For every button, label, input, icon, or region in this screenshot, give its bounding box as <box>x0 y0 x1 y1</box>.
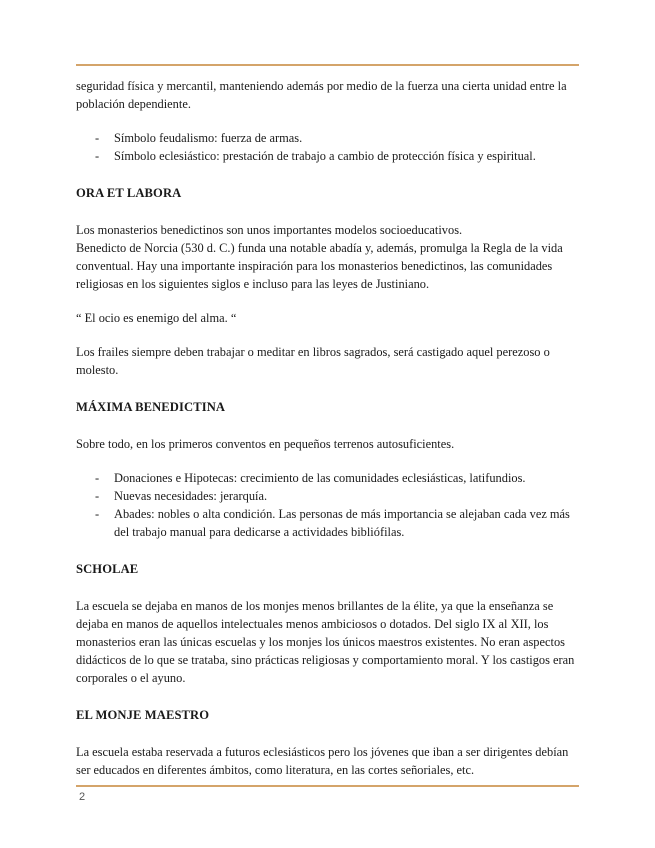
list-item-text: Donaciones e Hipotecas: crecimiento de las comunidades eclesiásticas, latifundios. <box>114 471 526 485</box>
document-body <box>76 77 579 779</box>
ora-quote: “ El ocio es enemigo del alma. “ <box>76 311 237 325</box>
heading-maxima-benedictina: MÁXIMA BENEDICTINA <box>76 400 226 414</box>
ora-para-1b: Benedicto de Norcia (530 d. C.) funda una notable abadía y, además, promulga la Regla de la vida conventual. Hay una importante inspiración para los monasterios benedictinos, las comunidades religiosas en los siguientes siglos e incluso para las leyes de Justiniano. <box>76 241 563 291</box>
list-item <box>76 487 579 505</box>
bullet-dash: - <box>95 131 100 145</box>
bullet-dash: - <box>95 149 100 163</box>
bullet-dash: - <box>95 471 100 485</box>
list-item <box>76 469 579 487</box>
bullet-dash: - <box>95 489 100 503</box>
intro-bullet-list <box>76 129 579 165</box>
intro-continuation: seguridad física y mercantil, manteniendo además por medio de la fuerza una cierta unidad entre la población dependiente. <box>76 79 567 111</box>
page-number: 2 <box>79 791 86 803</box>
maxima-bullet-list <box>76 469 579 541</box>
heading-scholae: SCHOLAE <box>76 562 139 576</box>
header-rule <box>76 64 579 66</box>
list-item-text: Símbolo eclesiástico: prestación de trabajo a cambio de protección física y espiritual. <box>114 149 536 163</box>
ora-para-2: Los frailes siempre deben trabajar o meditar en libros sagrados, será castigado aquel perezoso o molesto. <box>76 345 550 377</box>
monje-para: La escuela estaba reservada a futuros eclesiásticos pero los jóvenes que iban a ser dirigentes debían ser educados en diferentes ámbitos, como literatura, en las cortes señoriales, etc. <box>76 745 569 777</box>
list-item-text: Abades: nobles o alta condición. Las personas de más importancia se alejaban cada vez más del trabajo manual para dedicarse a actividades bibliófilas. <box>114 507 570 539</box>
ora-para-1a: Los monasterios benedictinos son unos importantes modelos socioeducativos. <box>76 223 463 237</box>
footer-rule <box>76 785 579 787</box>
heading-monje-maestro: EL MONJE MAESTRO <box>76 708 210 722</box>
list-item-text: Nuevas necesidades: jerarquía. <box>114 489 268 503</box>
list-item <box>76 505 579 541</box>
list-item-text: Símbolo feudalismo: fuerza de armas. <box>114 131 303 145</box>
bullet-dash: - <box>95 507 100 521</box>
maxima-para: Sobre todo, en los primeros conventos en pequeños terrenos autosuficientes. <box>76 437 455 451</box>
heading-ora-et-labora: ORA ET LABORA <box>76 186 182 200</box>
scholae-para: La escuela se dejaba en manos de los monjes menos brillantes de la élite, ya que la enseñanza se dejaba en manos de aquellos intelectuales menos ambiciosos o dotados. Del siglo IX al XII, los monasterios eran las únicas escuelas y los monjes los únicos maestros existentes. No eran aspectos didácticos de lo que se trataba, sino prácticas religiosas y comportamiento moral. Y los castigos eran corporales o el ayuno. <box>76 599 575 685</box>
list-item <box>76 147 579 165</box>
list-item <box>76 129 579 147</box>
